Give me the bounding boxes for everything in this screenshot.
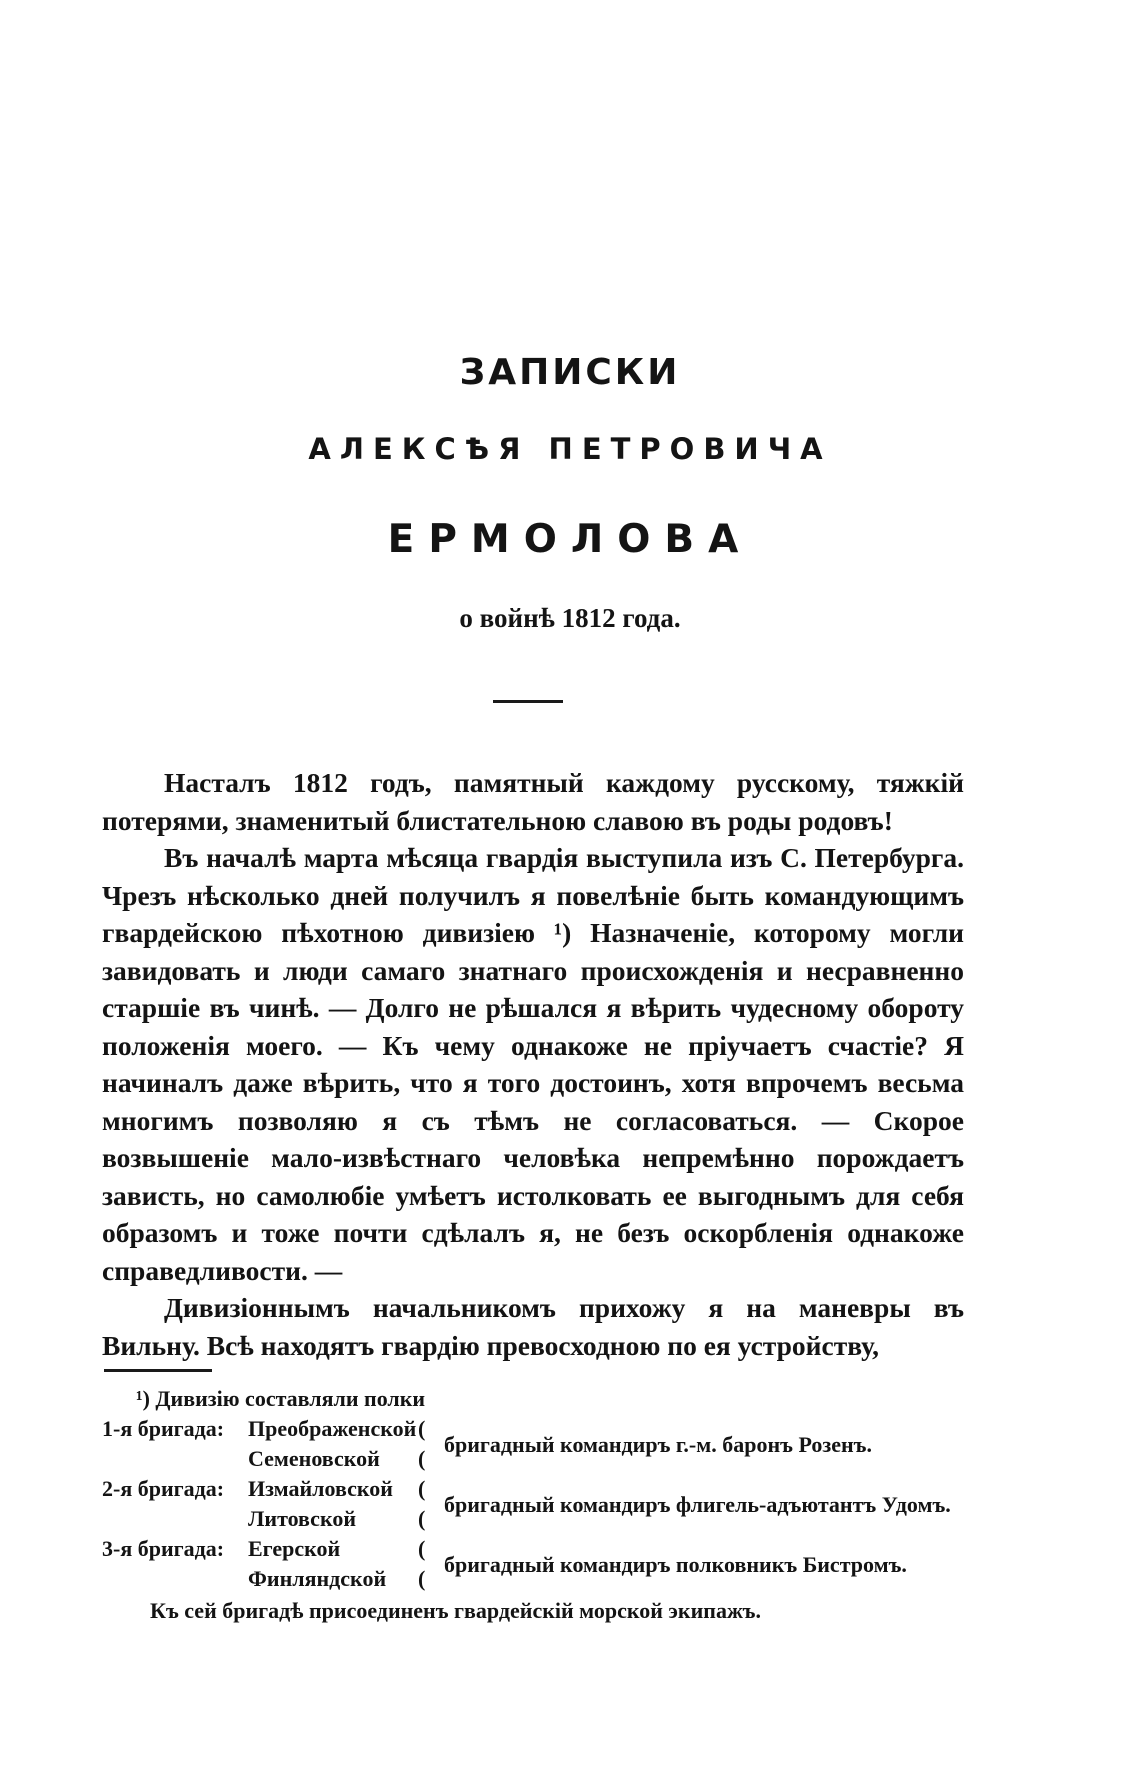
regiment-name: Литовской [248, 1506, 357, 1531]
footnote-marker: ¹) [136, 1386, 150, 1411]
footnote-heading-text: Дивизію составляли полки [155, 1386, 426, 1411]
main-text [102, 764, 964, 1364]
bracket: ( [418, 1416, 426, 1441]
title-divider [493, 700, 563, 703]
brigade-row [102, 1414, 982, 1474]
bracket: ( [418, 1506, 426, 1531]
regiment-name: Преображенской [248, 1416, 417, 1441]
paragraph: Дивизіоннымъ начальникомъ прихожу я на маневры въ Вильну. Всѣ находятъ гвардію превосходною по ея устройству, [102, 1292, 964, 1361]
footnote-heading [102, 1384, 982, 1414]
brigade-label: 2-я бригада: [102, 1476, 225, 1501]
regiment-name: Финляндской [248, 1566, 387, 1591]
brigade-commander: бригадный командиръ полковникъ Бистромъ. [444, 1552, 907, 1577]
title-subtitle: о войнѣ 1812 года. [459, 603, 681, 633]
brigade-row [102, 1474, 982, 1534]
regiment-name: Измайловской [248, 1476, 393, 1501]
footnote-divider [104, 1369, 212, 1372]
paragraph: Насталъ 1812 годъ, памятный каждому русскому, тяжкій потерями, знаменитый блистательною славою въ роды родовъ! [102, 767, 964, 836]
title-author-surname: ЕРМОЛОВА [387, 517, 753, 562]
bracket: ( [418, 1536, 426, 1561]
footnote-closing: Къ сей бригадѣ присоединенъ гвардейскій морской экипажъ. [150, 1598, 761, 1623]
brigade-label: 3-я бригада: [102, 1536, 225, 1561]
footnote [102, 1384, 982, 1626]
regiment-name: Егерской [248, 1536, 341, 1561]
paragraph: Въ началѣ марта мѣсяца гвардія выступила изъ С. Петербурга. Чрезъ нѣсколько дней получилъ я повелѣніе быть командующимъ гвардейскою пѣхотною дивизіею ¹) Назначеніе, которому могли завидовать и люди самаго знатнаго происхожденія и несравненно старшіе въ чинѣ. — Долго не рѣшался я вѣрить чудесному обороту положенія моего. — Къ чему однакоже не пріучаетъ счастіе? Я начиналъ даже вѣрить, что я того достоинъ, хотя впрочемъ весьма многимъ позволяю я съ тѣмъ не согласоваться. — Скорое возвышеніе мало-извѣстнаго человѣка непремѣнно порождаетъ зависть, но самолюбіе умѣетъ истолковать ее выгоднымъ для себя образомъ и тоже почти сдѣлалъ я, не безъ оскорбленія однакоже справедливости. — [102, 842, 964, 1286]
bracket: ( [418, 1566, 426, 1591]
title-author-name: АЛЕКСѢЯ ПЕТРОВИЧА [308, 432, 832, 466]
bracket: ( [418, 1476, 426, 1501]
brigade-row [102, 1534, 982, 1594]
brigade-label: 1-я бригада: [102, 1416, 225, 1441]
title-zapiski: ЗАПИСКИ [459, 352, 681, 393]
regiment-name: Семеновской [248, 1446, 380, 1471]
brigade-commander: бригадный командиръ г.-м. баронъ Розенъ. [444, 1432, 872, 1457]
bracket: ( [418, 1446, 426, 1471]
brigade-commander: бригадный командиръ флигель-адъютантъ Удомъ. [444, 1492, 951, 1517]
